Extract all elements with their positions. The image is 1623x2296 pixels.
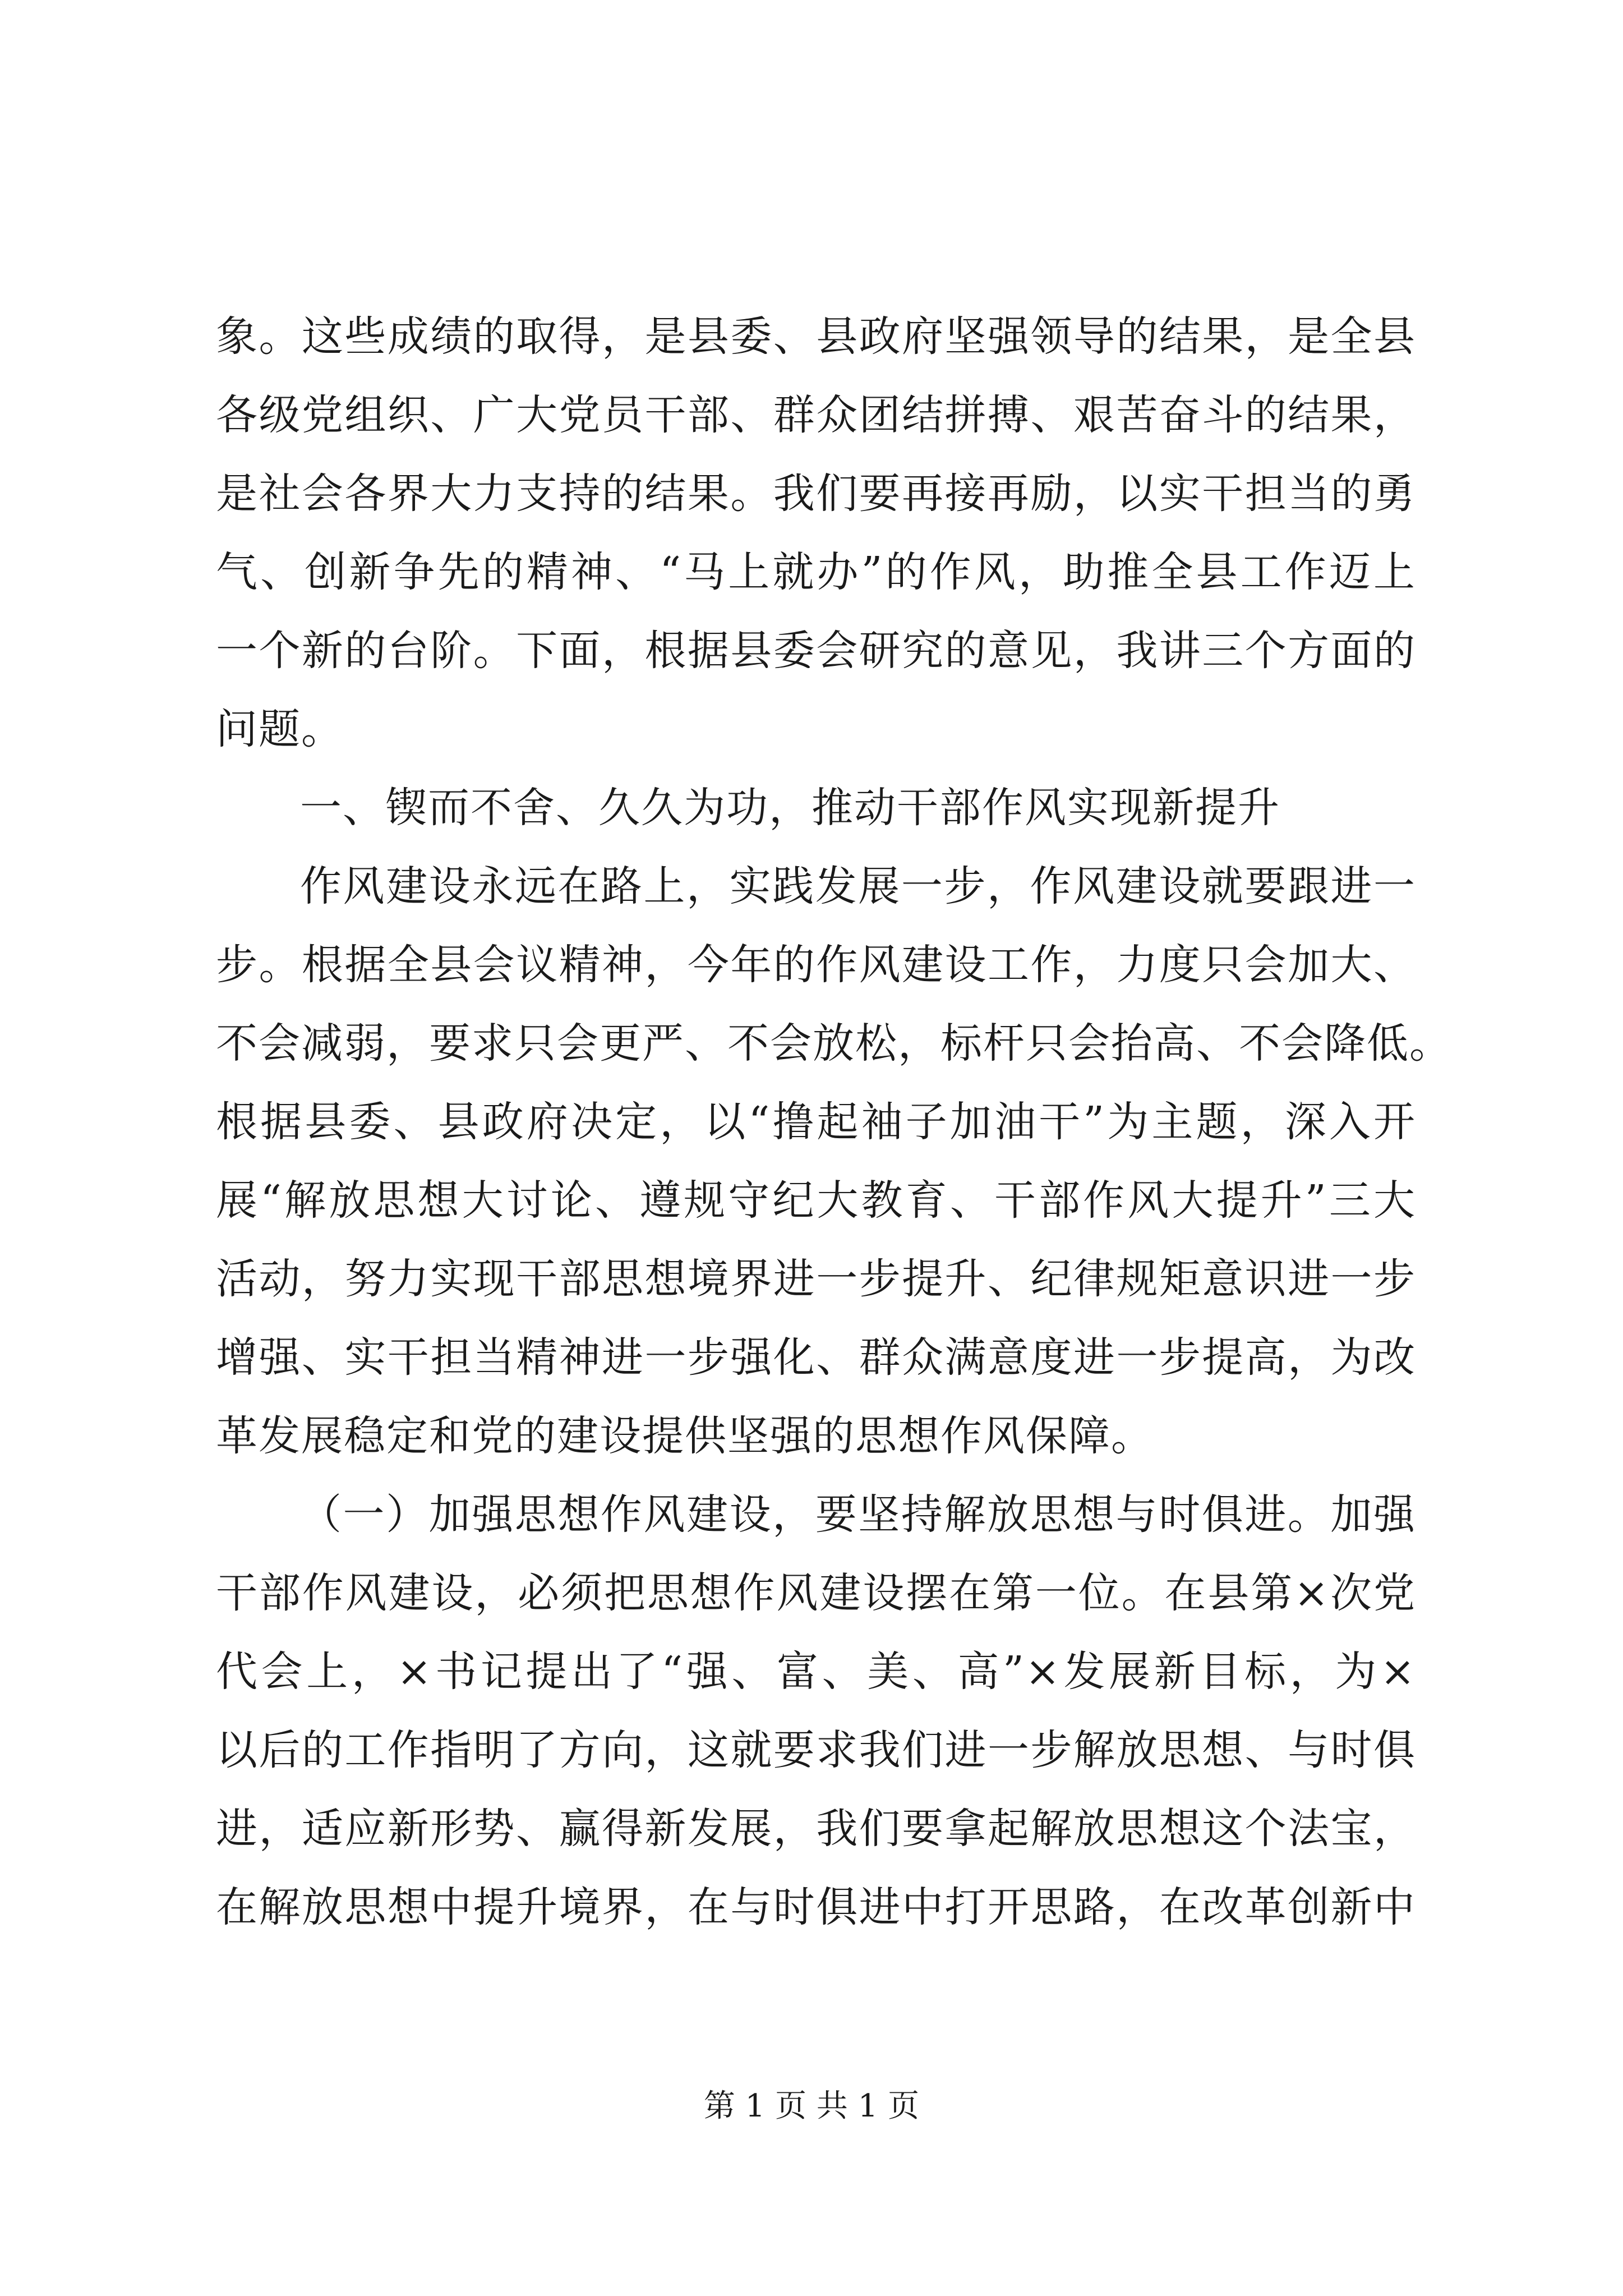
subsection-heading-line: （一）加强思想作风建设，要坚持解放思想与时俱进。加强 [300, 1490, 1416, 1539]
text-line-15: 革发展稳定和党的建设提供坚强的思想作风保障。 [216, 1412, 1154, 1460]
section-heading: 一、锲而不舍、久久为功，推动干部作风实现新提升 [300, 784, 1280, 832]
text-line-12: 展“解放思想大讨论、遵规守纪大教育、干部作风大提升”三大 [216, 1176, 1416, 1225]
text-line-2: 各级党组织、广大党员干部、群众团结拼搏、艰苦奋斗的结果， [216, 391, 1416, 439]
text-line-3: 是社会各界大力支持的结果。我们要再接再励，以实干担当的勇 [216, 470, 1416, 518]
text-line-8: 作风建设永远在路上，实践发展一步，作风建设就要跟进一 [300, 862, 1416, 910]
text-line-11: 根据县委、县政府决定，以“撸起袖子加油干”为主题，深入开 [216, 1098, 1416, 1146]
page-footer: 第 1 页 共 1 页 [703, 2088, 920, 2124]
text-line-21: 在解放思想中提升境界，在与时俱进中打开思路，在改革创新中 [216, 1883, 1416, 1931]
text-line-20: 进，适应新形势、赢得新发展，我们要拿起解放思想这个法宝， [216, 1805, 1416, 1853]
text-line-19: 以后的工作指明了方向，这就要求我们进一步解放思想、与时俱 [216, 1726, 1416, 1774]
text-line-5: 一个新的台阶。下面，根据县委会研究的意见，我讲三个方面的 [216, 627, 1416, 675]
text-line-18: 代会上，×书记提出了“强、富、美、高”×发展新目标，为× [216, 1648, 1416, 1696]
text-line-14: 增强、实干担当精神进一步强化、群众满意度进一步提高，为改 [216, 1333, 1416, 1382]
text-line-10: 不会减弱，要求只会更严、不会放松，标杆只会抬高、不会降低。 [216, 1019, 1452, 1068]
text-line-6: 问题。 [216, 705, 344, 753]
text-line-13: 活动，努力实现干部思想境界进一步提升、纪律规矩意识进一步 [216, 1255, 1416, 1303]
text-line-9: 步。根据全县会议精神，今年的作风建设工作，力度只会加大、 [216, 941, 1416, 989]
text-line-4: 气、创新争先的精神、“马上就办”的作风，助推全县工作迈上 [216, 548, 1416, 596]
text-line-17: 干部作风建设，必须把思想作风建设摆在第一位。在县第×次党 [216, 1569, 1416, 1617]
text-line-1: 象。这些成绩的取得，是县委、县政府坚强领导的结果，是全县 [216, 312, 1416, 361]
